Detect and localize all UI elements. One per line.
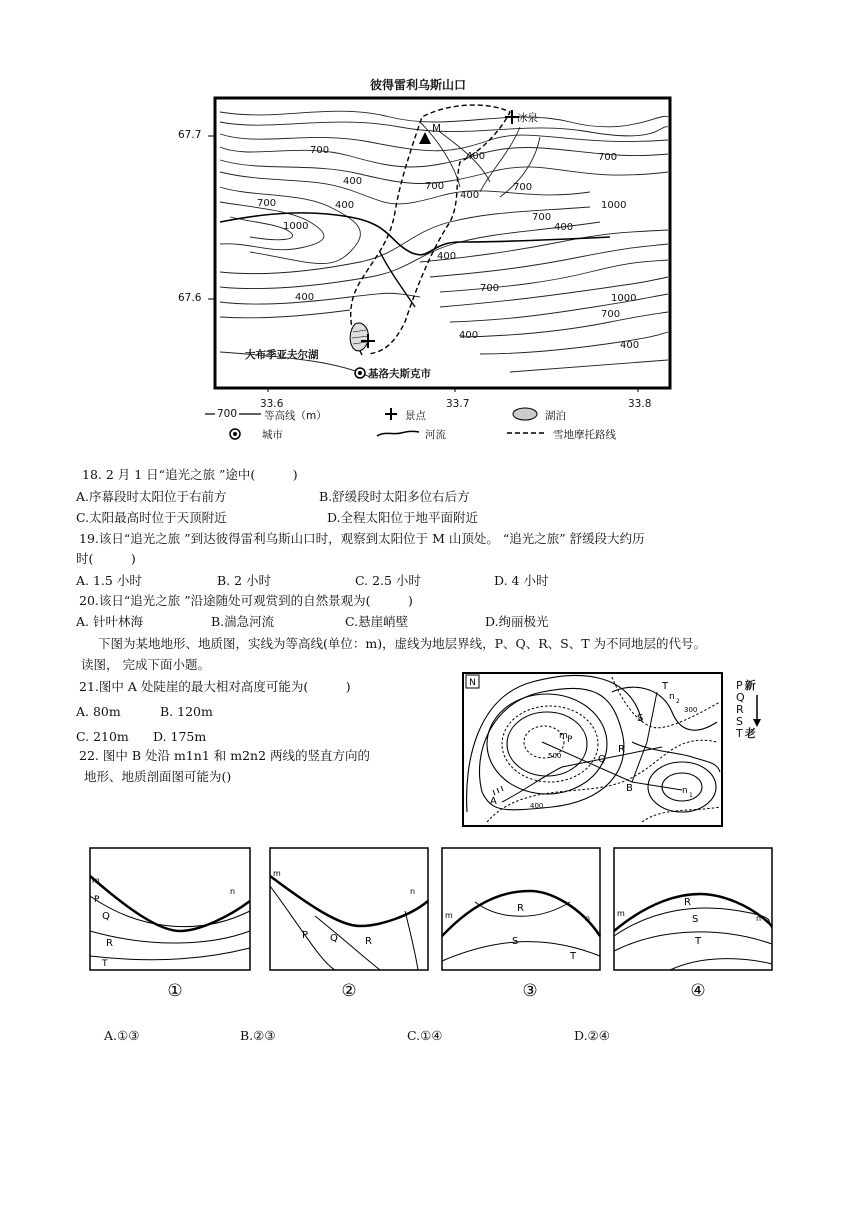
label-n1: n (682, 786, 688, 796)
label-p: P (567, 735, 573, 745)
option-22-d: D.②④ (574, 1028, 610, 1043)
option-19-a: A. 1.5 小时 (76, 573, 142, 588)
p2-p: P (302, 930, 309, 941)
p1-t: T (102, 959, 108, 969)
contour-value: 1000 (601, 200, 627, 211)
intro-line2: 读图， 完成下面小题。 (81, 657, 210, 672)
intro-line1: 下图为某地地形、地质图，实线为等高线(单位：m)，虚线为地层界线，P、Q、R、S、T 为不同地层的代号。 (98, 636, 707, 651)
p4-t: T (695, 936, 702, 947)
lake-label: 大布季亚夫尔湖 (245, 349, 319, 361)
p3-s: S (512, 936, 519, 947)
contour-value: 700 (598, 152, 618, 163)
peak-m-label: M (432, 123, 442, 135)
p3-r: R (517, 903, 524, 914)
profile-diagrams (80, 836, 780, 1016)
legend-river: 河流 (425, 429, 446, 441)
down-arrow-icon (752, 693, 762, 729)
legend-lake: 湖泊 (545, 410, 566, 422)
contour-value: 400 (343, 176, 363, 187)
lon-label-33-7: 33.7 (446, 398, 470, 410)
label-s: S (637, 713, 644, 724)
option-19-d: D. 4 小时 (494, 573, 549, 588)
contour-value: 1000 (611, 293, 637, 304)
option-21-d: D. 175m (153, 729, 207, 744)
p4-s: S (692, 914, 699, 925)
p1-n: n (230, 887, 236, 896)
question-18: 18. 2 月 1 日“追光之旅 ”途中( ) (82, 467, 298, 482)
option-18-d: D.全程太阳位于地平面附近 (327, 510, 479, 525)
option-21-c: C. 210m (76, 729, 129, 744)
p2-m: m (273, 869, 281, 878)
label-n2-sub: 2 (676, 698, 680, 705)
option-18-c: C.太阳最高时位于天顶附近 (76, 510, 227, 525)
option-19-b: B. 2 小时 (217, 573, 272, 588)
question-20: 20.该日“追光之旅 ”沿途随处可观赏到的自然景观为( ) (79, 593, 413, 608)
label-m1: m (559, 731, 568, 741)
legend-contour-sample: 700 (217, 408, 238, 420)
contour-value: 700 (480, 283, 500, 294)
contour-300: 300 (684, 706, 698, 714)
contour-value: 700 (425, 181, 445, 192)
question-22-line2: 地形、地质剖面图可能为() (84, 769, 232, 784)
option-22-a: A.①③ (104, 1028, 140, 1043)
stratum-r: R (736, 703, 744, 716)
p1-r: R (106, 938, 113, 949)
contour-500: 500 (548, 752, 562, 760)
p2-n: n (410, 887, 416, 896)
profile-number-1: ① (167, 981, 183, 1001)
p3-n: n (585, 914, 591, 923)
stratum-q: Q (736, 691, 745, 704)
geology-map (462, 672, 724, 828)
north-arrow-label: N (469, 678, 476, 688)
p4-m: m (617, 909, 625, 918)
contour-value: 400 (335, 200, 355, 211)
p3-m: m (445, 911, 453, 920)
option-20-d: D.绚丽极光 (485, 614, 549, 629)
label-t: T (662, 681, 669, 692)
profile-number-3: ③ (522, 981, 538, 1001)
label-r: R (618, 744, 625, 755)
contour-value: 700 (257, 198, 277, 209)
label-n1-sub: 1 (689, 792, 693, 799)
lon-label-33-6: 33.6 (260, 398, 284, 410)
p4-n: n (756, 914, 762, 923)
spring-label: 冰泉 (517, 112, 538, 124)
profile-number-4: ④ (690, 981, 706, 1001)
lat-label-67-7: 67.7 (178, 129, 202, 141)
new-label: 新 (744, 679, 756, 692)
option-20-a: A. 针叶林海 (76, 614, 143, 629)
question-21: 21.图中 A 处陡崖的最大相对高度可能为( ) (79, 679, 351, 694)
contour-value: 700 (532, 212, 552, 223)
contour-value: 400 (437, 251, 457, 262)
contour-value: 400 (459, 330, 479, 341)
option-20-b: B.湍急河流 (211, 614, 275, 629)
contour-value: 400 (466, 151, 486, 162)
legend-contour: 等高线（m） (264, 410, 327, 422)
profile-number-2: ② (341, 981, 357, 1001)
old-label: 老 (744, 727, 756, 740)
contour-value: 400 (295, 292, 315, 303)
p2-q: Q (330, 933, 338, 944)
option-21-a: A. 80m (76, 704, 121, 719)
option-18-a: A.序幕段时太阳位于右前方 (76, 489, 227, 504)
legend-city: 城市 (262, 429, 283, 441)
label-q: Q (598, 754, 606, 765)
contour-value: 400 (620, 340, 640, 351)
label-n2: n (669, 692, 675, 702)
option-22-c: C.①④ (407, 1028, 443, 1043)
p1-m: m (92, 876, 100, 885)
contour-value: 700 (513, 182, 533, 193)
option-21-b: B. 120m (160, 704, 213, 719)
lon-label-33-8: 33.8 (628, 398, 652, 410)
option-18-b: B.舒缓段时太阳多位右后方 (319, 489, 470, 504)
lat-label-67-6: 67.6 (178, 292, 202, 304)
stratum-s: S (736, 715, 743, 728)
contour-value: 700 (601, 309, 621, 320)
contour-value: 400 (460, 190, 480, 201)
contour-value: 400 (554, 222, 574, 233)
stratum-p: P (736, 679, 743, 692)
legend-spot: 景点 (405, 410, 426, 422)
option-22-b: B.②③ (240, 1028, 276, 1043)
question-19-line2: 时( ) (76, 551, 136, 566)
p3-t: T (570, 951, 577, 962)
question-22-line1: 22. 图中 B 处沿 m1n1 和 m2n2 两线的竖直方向的 (79, 748, 370, 763)
p1-q: Q (102, 911, 110, 922)
contour-value: 1000 (283, 221, 309, 232)
stratum-t: T (736, 727, 743, 740)
city-label: 基洛夫斯克市 (368, 368, 431, 380)
question-19-line1: 19.该日“追光之旅 ”到达彼得雷利乌斯山口时，观察到太阳位于 M 山顶处。 “追光之旅” 舒缓段大约历 (79, 531, 645, 546)
contour-400: 400 (530, 802, 544, 810)
p1-p: P (94, 895, 100, 905)
map1-title: 彼得雷利乌斯山口 (370, 78, 467, 92)
option-20-c: C.悬崖峭壁 (345, 614, 409, 629)
p4-r: R (684, 897, 691, 908)
contour-value: 700 (310, 145, 330, 156)
p2-r: R (365, 936, 372, 947)
legend-route: 雪地摩托路线 (553, 429, 616, 441)
label-a: A (490, 796, 497, 807)
option-19-c: C. 2.5 小时 (355, 573, 421, 588)
label-b: B (626, 783, 633, 794)
